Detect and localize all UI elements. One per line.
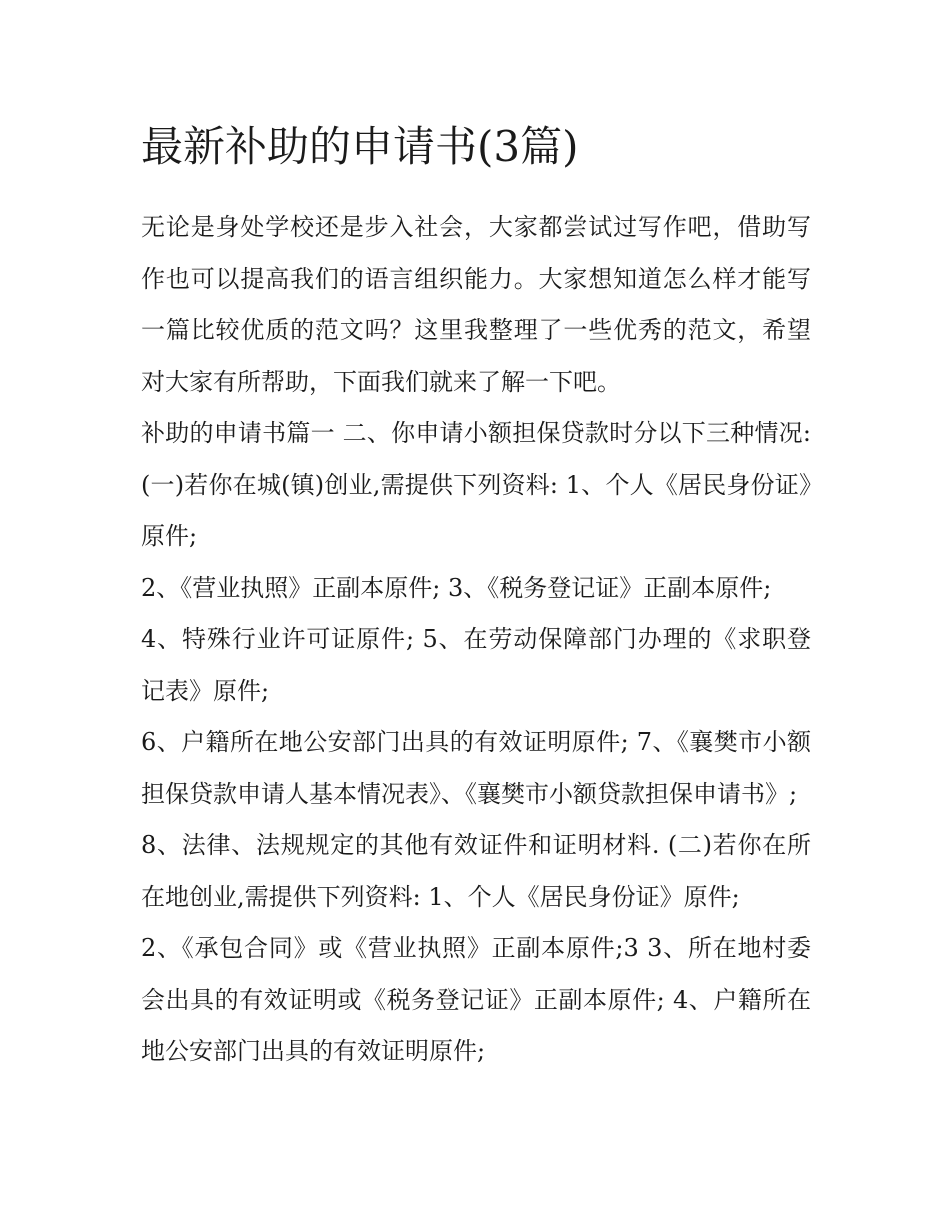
body-paragraph-5: 8、法律、法规规定的其他有效证件和证明材料. (二)若你在所在地创业,需提供下列资料: 1、个人《居民身份证》原件;: [141, 831, 811, 911]
document-title: 最新补助的申请书(3篇): [141, 122, 579, 171]
body-paragraph-6: 2、《承包合同》或《营业执照》正副本原件;3 3、所在地村委会出具的有效证明或《税务登记证》正副本原件; 4、户籍所在地公安部门出具的有效证明原件;: [141, 934, 811, 1065]
body-paragraph-1: 补助的申请书篇一 二、你申请小额担保贷款时分以下三种情况: (一)若你在城(镇)创业,需提供下列资料: 1、个人《居民身份证》原件;: [141, 419, 811, 550]
document-body: [141, 112, 811, 1078]
body-paragraph-2: 2、《营业执照》正副本原件; 3、《税务登记证》正副本原件;: [141, 573, 772, 602]
intro-paragraph: 无论是身处学校还是步入社会，大家都尝试过写作吧，借助写作也可以提高我们的语言组织能力。大家想知道怎么样才能写一篇比较优质的范文吗？这里我整理了一些优秀的范文，希望对大家有所帮助，下面我们就来了解一下吧。: [141, 213, 811, 396]
body-paragraph-3: 4、特殊行业许可证原件; 5、在劳动保障部门办理的《求职登记表》原件;: [141, 625, 811, 705]
body-paragraph-4: 6、户籍所在地公安部门出具的有效证明原件; 7、《襄樊市小额担保贷款申请人基本情况表》、《襄樊市小额贷款担保申请书》;: [141, 728, 811, 808]
